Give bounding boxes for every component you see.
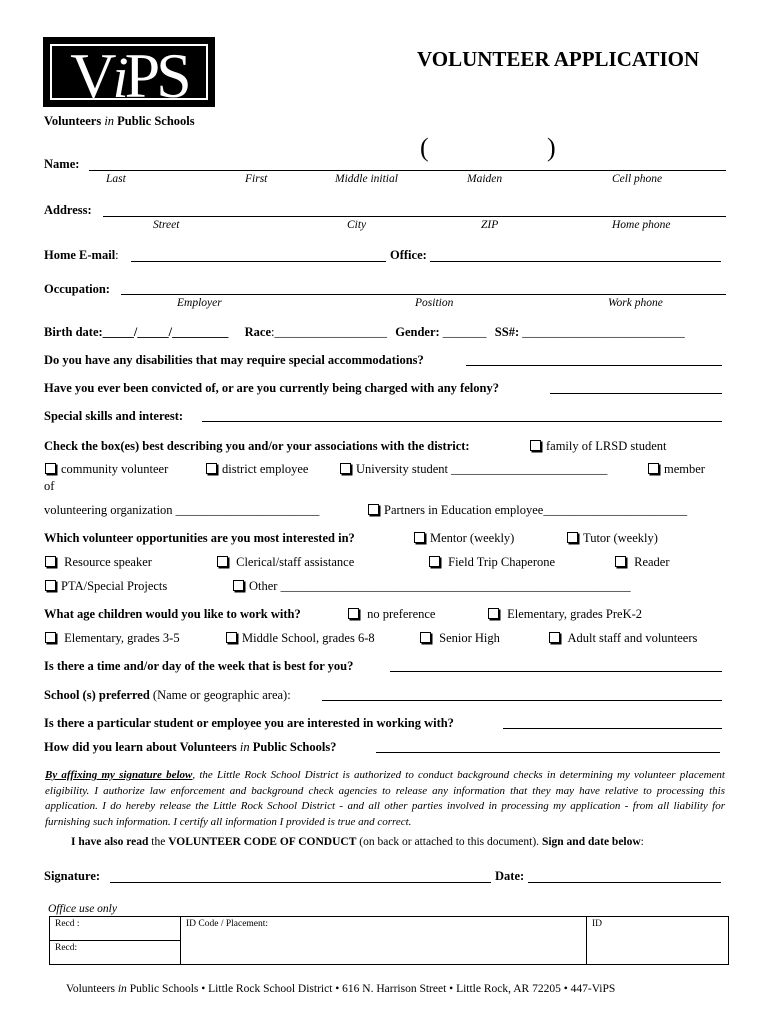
occupation-field[interactable] — [121, 294, 726, 295]
checkbox-partners[interactable]: Partners in Education employee_______________________ — [368, 503, 687, 518]
checkbox-university[interactable]: University student _________________________ — [340, 462, 607, 477]
opportunities-label: Which volunteer opportunities are you most interested in? — [44, 531, 355, 545]
ss-label: SS#: — [494, 325, 520, 339]
checkbox-community[interactable]: community volunteer — [45, 462, 168, 477]
race-field[interactable]: :__________________ — [271, 325, 387, 339]
checkbox-senior[interactable]: Senior High — [420, 631, 500, 646]
checkbox-icon[interactable] — [233, 580, 244, 591]
date-label: Date: — [495, 869, 525, 883]
time-question: Is there a time and/or day of the week that is best for you? — [44, 659, 354, 673]
id-cell[interactable]: ID — [587, 917, 729, 965]
address-field[interactable] — [103, 216, 726, 217]
association-label: Check the box(es) best describing you and/or your associations with the district: — [44, 439, 470, 453]
address-sub-homephone: Home phone — [612, 219, 671, 231]
disabilities-question: Do you have any disabilities that may require special accommodations? — [44, 353, 424, 367]
gender-field[interactable]: _______ — [439, 325, 487, 339]
particular-field[interactable] — [503, 728, 722, 729]
felony-question: Have you ever been convicted of, or are you currently being charged with any felony? — [44, 381, 499, 395]
particular-question: Is there a particular student or employee you are interested in working with? — [44, 716, 454, 730]
address-sub-city: City — [347, 219, 367, 231]
cell-paren-close: ) — [547, 133, 556, 162]
checkbox-nopref[interactable]: no preference — [348, 607, 435, 622]
gender-label: Gender: — [395, 325, 440, 339]
occupation-sub-employer: Employer — [177, 297, 222, 309]
code-of-conduct-line: I have also read the VOLUNTEER CODE OF CONDUCT (on back or attached to this document). Sign and date below: — [71, 836, 644, 848]
address-sub-street: Street — [153, 219, 180, 231]
checkbox-icon[interactable] — [429, 556, 440, 567]
checkbox-elem-35[interactable]: Elementary, grades 3-5 — [45, 631, 180, 646]
checkbox-resource[interactable]: Resource speaker — [45, 555, 152, 570]
checkbox-icon[interactable] — [206, 463, 217, 474]
checkbox-fieldtrip[interactable]: Field Trip Chaperone — [429, 555, 555, 570]
cell-paren-open: ( — [420, 133, 429, 162]
learn-question: How did you learn about Volunteers in Public Schools? — [44, 740, 337, 754]
checkbox-tutor[interactable]: Tutor (weekly) — [567, 531, 658, 546]
skills-label: Special skills and interest: — [44, 409, 184, 423]
office-email-field[interactable] — [430, 261, 721, 262]
checkbox-icon[interactable] — [648, 463, 659, 474]
email-field[interactable] — [131, 261, 386, 262]
id-code-cell[interactable]: ID Code / Placement: — [181, 917, 587, 965]
checkbox-icon[interactable] — [549, 632, 560, 643]
recd-cell-2[interactable]: Recd: — [50, 941, 181, 965]
recd-cell-1[interactable]: Recd : — [50, 917, 181, 941]
signature-field[interactable] — [110, 882, 491, 883]
office-email-label: Office: — [390, 248, 427, 262]
checkbox-member[interactable]: member — [648, 462, 705, 477]
checkbox-icon[interactable] — [420, 632, 431, 643]
checkbox-icon[interactable] — [45, 632, 56, 643]
name-sub-last: Last — [106, 173, 126, 185]
checkbox-middle[interactable]: Middle School, grades 6-8 — [226, 631, 375, 646]
form-title: VOLUNTEER APPLICATION — [417, 47, 700, 71]
address-label: Address: — [44, 203, 92, 217]
time-field[interactable] — [390, 671, 722, 672]
checkbox-elem-prek[interactable]: Elementary, grades PreK-2 — [488, 607, 642, 622]
felony-field[interactable] — [550, 393, 722, 394]
signature-label: Signature: — [44, 869, 101, 883]
legal-paragraph: By affixing my signature below, the Little Rock School District is authorized to conduct background checks in determining my volunteer placement eligibility. I authorize law enforcement and background check agencies to release any information that they may have relative to processing this application. I do hereby release the Little Rock School District - and all other parties involved in processing my application - from all liability for furnishing such information. I certify all information I provided is true and correct. — [45, 769, 725, 828]
birth-date-field[interactable]: Birth date:_____/_____/_________ — [44, 325, 229, 339]
checkbox-adult[interactable]: Adult staff and volunteers — [549, 631, 697, 646]
member-of-text: of — [44, 479, 55, 493]
checkbox-mentor[interactable]: Mentor (weekly) — [414, 531, 514, 546]
vips-logo-mark: ViPS — [50, 44, 208, 100]
checkbox-family[interactable]: family of LRSD student — [530, 439, 666, 454]
birth-row — [44, 325, 685, 340]
checkbox-icon[interactable] — [217, 556, 228, 567]
checkbox-icon[interactable] — [340, 463, 351, 474]
address-sub-zip: ZIP — [481, 219, 499, 231]
checkbox-other[interactable]: Other ________________________________________________________ — [233, 579, 631, 594]
volunteering-org-field[interactable]: volunteering organization _______________________ — [44, 503, 320, 517]
checkbox-icon[interactable] — [414, 532, 425, 543]
name-sub-cell: Cell phone — [612, 173, 663, 185]
date-field[interactable] — [528, 882, 721, 883]
name-field[interactable] — [89, 170, 726, 171]
disabilities-field[interactable] — [466, 365, 722, 366]
checkbox-icon[interactable] — [567, 532, 578, 543]
office-use-table — [49, 916, 729, 965]
checkbox-pta[interactable]: PTA/Special Projects — [45, 579, 167, 594]
org-name: Volunteers in Public Schools — [44, 114, 195, 128]
occupation-sub-workphone: Work phone — [608, 297, 663, 309]
name-sub-middle: Middle initial — [335, 173, 398, 185]
footer: Volunteers in Public Schools • Little Rock School District • 616 N. Harrison Street • Little Rock, AR 72205 • 447-ViPS — [66, 983, 616, 995]
checkbox-reader[interactable]: Reader — [615, 555, 670, 570]
race-label: Race — [244, 325, 271, 339]
checkbox-icon[interactable] — [488, 608, 499, 619]
ss-field[interactable]: __________________________ — [519, 325, 685, 339]
checkbox-icon[interactable] — [45, 580, 56, 591]
office-use-caption: Office use only — [48, 903, 117, 915]
occupation-label: Occupation: — [44, 282, 110, 296]
checkbox-icon[interactable] — [368, 504, 379, 515]
learn-field[interactable] — [376, 752, 720, 753]
name-sub-maiden: Maiden — [467, 173, 503, 185]
vips-logo — [43, 37, 215, 107]
checkbox-district[interactable]: district employee — [206, 462, 308, 477]
checkbox-icon[interactable] — [45, 556, 56, 567]
ages-label: What age children would you like to work with? — [44, 607, 301, 621]
occupation-sub-position: Position — [415, 297, 454, 309]
name-label: Name: — [44, 157, 80, 171]
checkbox-icon[interactable] — [226, 632, 237, 643]
checkbox-icon[interactable] — [530, 440, 541, 451]
checkbox-icon[interactable] — [348, 608, 359, 619]
skills-field[interactable] — [202, 421, 722, 422]
email-label: Home E-mail: — [44, 248, 119, 262]
school-label: School (s) preferred (Name or geographic area): — [44, 688, 291, 702]
checkbox-clerical[interactable]: Clerical/staff assistance — [217, 555, 354, 570]
checkbox-icon[interactable] — [615, 556, 626, 567]
school-field[interactable] — [322, 700, 722, 701]
name-sub-first: First — [245, 173, 268, 185]
checkbox-icon[interactable] — [45, 463, 56, 474]
